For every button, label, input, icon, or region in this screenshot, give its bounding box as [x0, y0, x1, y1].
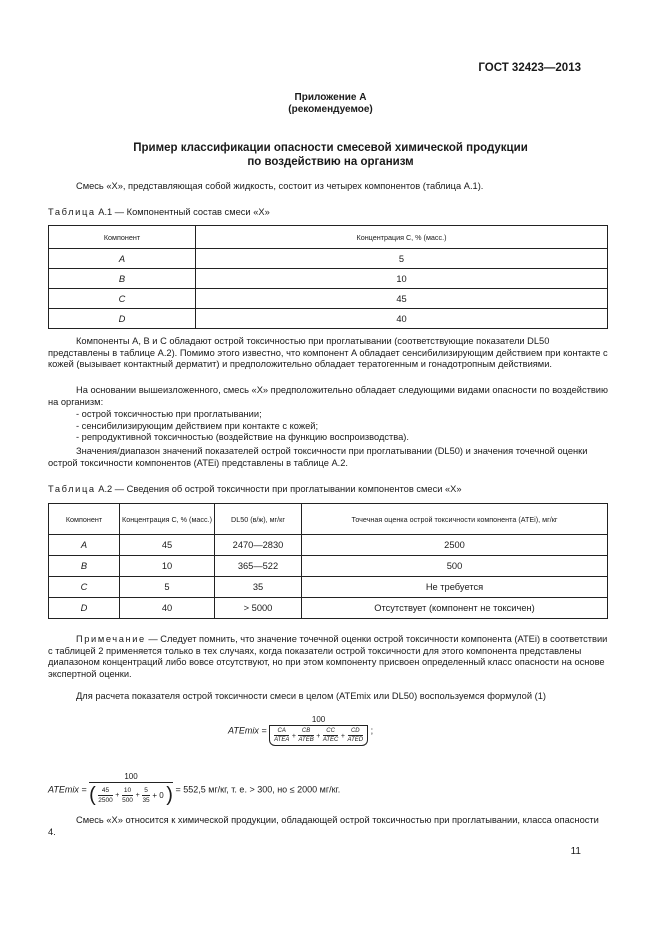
table1-caption-label: Таблица	[48, 207, 96, 217]
table-header-cell: Концентрация С, % (масс.)	[196, 226, 608, 249]
table-header-cell: Компонент	[49, 504, 120, 535]
table-header-row	[49, 226, 608, 249]
table-cell: D	[49, 309, 196, 329]
table-row	[49, 289, 608, 309]
formula-term: $\frac{CD}{\text{ATED}}$	[347, 728, 364, 743]
table2-caption-label: Таблица	[48, 484, 96, 494]
paragraph-values: Значения/диапазон значений показателей острой токсичности при проглатывании (DL50) и значения точечной оценки острой токсичности компонентов (ATEi) представлены в таблице А.2.	[48, 446, 588, 468]
table-cell: 35	[215, 577, 302, 598]
table1-caption-text: А.1 — Компонентный состав смеси «X»	[98, 207, 270, 217]
table-row	[49, 269, 608, 289]
table-cell: 40	[196, 309, 608, 329]
formula-lhs: ATEmix =	[48, 784, 87, 795]
toxicity-table	[48, 503, 608, 619]
paragraph-components: Компоненты A, B и C обладают острой токсичностью при проглатывании (соответствующие показатели DL50 представлены в таблице А.2). Помимо этого известно, что компонент A обладает сенсибилизирующим действием при контакте с кожей (вызывает контактный дерматит) и предположительно обладает тератогенным и гонадотропным действиями.	[48, 336, 608, 369]
table-cell: 40	[120, 598, 215, 619]
note-paragraph	[48, 634, 608, 680]
conclusion-paragraph: Смесь «X» относится к химической продукции, обладающей острой токсичностью при проглатывании, класса опасности 4.	[48, 815, 599, 837]
hazard-list	[48, 409, 636, 444]
paragraph-hazards: На основании вышеизложенного, смесь «X» предположительно обладает следующими видами опасности по воздействию на организм:	[48, 385, 608, 407]
table-cell: D	[49, 598, 120, 619]
formula-general	[228, 715, 373, 746]
table-cell: C	[49, 289, 196, 309]
note-text: — Следует помнить, что значение точечной оценки острой токсичности компонента (ATEi) в соответствии с таблицей 2 применяется только в тех случаях, когда показатели острой токсичности для этого компонента представлены диапазоном концентраций либо вовсе отсутствуют, но при этом компоненту присвоен определенный класс опасности на основе экспертной оценки.	[48, 634, 608, 679]
formula-term: $\frac{10}{500}$	[122, 787, 133, 804]
formula-denominator: $\frac{CA}{\text{ATEA}}$ + $\frac{CB}{\text{ATEB}}$ + $\frac{CC}{\text{ATEC}}$ + $\frac{CD}{\text{ATED}}$	[269, 726, 368, 746]
table-cell: 5	[196, 249, 608, 269]
table-cell: 45	[120, 535, 215, 556]
formula-term: $\frac{5}{35}$	[142, 787, 150, 804]
table1-caption	[48, 207, 270, 217]
table-header-row	[49, 504, 608, 535]
table-cell: 500	[302, 556, 608, 577]
list-item: - острой токсичностью при проглатывании;	[76, 409, 262, 419]
table-cell: 10	[196, 269, 608, 289]
formula-tail: ;	[370, 725, 374, 736]
formula-denominator: ( $\frac{45}{2500}$ + $\frac{10}{500}$ + $\frac{5}{35}$ + 0 )	[89, 784, 173, 806]
table-row	[49, 249, 608, 269]
formula-calculation	[48, 772, 340, 807]
formula-fraction	[269, 715, 368, 746]
table-cell: 365—522	[215, 556, 302, 577]
table-header-cell: Компонент	[49, 226, 196, 249]
table-cell: A	[49, 535, 120, 556]
formula-term: $\frac{CC}{\text{ATEC}}$	[322, 728, 339, 743]
table-cell: A	[49, 249, 196, 269]
table-cell: 10	[120, 556, 215, 577]
annex-subtitle: (рекомендуемое)	[288, 104, 373, 115]
formula-term: $\frac{CB}{\text{ATEB}}$	[298, 728, 314, 743]
formula-lhs: ATEmix =	[228, 725, 267, 736]
table-cell: B	[49, 556, 120, 577]
table-cell: 2500	[302, 535, 608, 556]
formula-term: $\frac{45}{2500}$	[98, 787, 113, 804]
table2-caption-text: А.2 — Сведения об острой токсичности при проглатывании компонентов смеси «X»	[98, 484, 462, 494]
table-header-cell: Концентрация С, % (масс.)	[120, 504, 215, 535]
table-cell: > 5000	[215, 598, 302, 619]
table-row	[49, 556, 608, 577]
table-cell: 2470—2830	[215, 535, 302, 556]
list-item: - сенсибилизирующим действием при контакте с кожей;	[76, 420, 319, 431]
table-cell: B	[49, 269, 196, 289]
table-row	[49, 598, 608, 619]
document-code: ГОСТ 32423—2013	[478, 62, 581, 74]
table-row	[49, 309, 608, 329]
table-header-cell: Точечная оценка острой токсичности компонента (ATEi), мг/кг	[302, 504, 608, 535]
table-row	[49, 535, 608, 556]
table-cell: 45	[196, 289, 608, 309]
table-cell: Не требуется	[302, 577, 608, 598]
table-header-cell: DL50 (в/ж), мг/кг	[215, 504, 302, 535]
formula-term: $\frac{CA}{\text{ATEA}}$	[274, 728, 290, 743]
table2-caption	[48, 484, 462, 494]
table-row	[49, 577, 608, 598]
main-title-line2: по воздействию на организм	[247, 156, 414, 168]
page-number: 11	[570, 846, 581, 857]
formula-fraction	[89, 772, 173, 807]
main-title-line1: Пример классификации опасности смесевой химической продукции	[133, 142, 528, 154]
annex-title: Приложение А	[294, 92, 367, 103]
table-cell: Отсутствует (компонент не токсичен)	[302, 598, 608, 619]
list-item: - репродуктивной токсичностью (воздействие на функцию воспроизводства).	[76, 432, 409, 442]
component-table	[48, 225, 608, 329]
formula-numerator: 100	[89, 772, 173, 783]
intro-paragraph: Смесь «X», представляющая собой жидкость, состоит из четырех компонентов (таблица А.1).	[76, 181, 484, 191]
table-cell: C	[49, 577, 120, 598]
paragraph-formula-intro: Для расчета показателя острой токсичности смеси в целом (ATEmix или DL50) воспользуемся формулой (1)	[76, 691, 546, 701]
formula-numerator: 100	[269, 715, 368, 726]
table-cell: 5	[120, 577, 215, 598]
note-label: Примечание	[76, 634, 146, 644]
formula-result: = 552,5 мг/кг, т. е. > 300, но ≤ 2000 мг/кг.	[175, 784, 341, 795]
